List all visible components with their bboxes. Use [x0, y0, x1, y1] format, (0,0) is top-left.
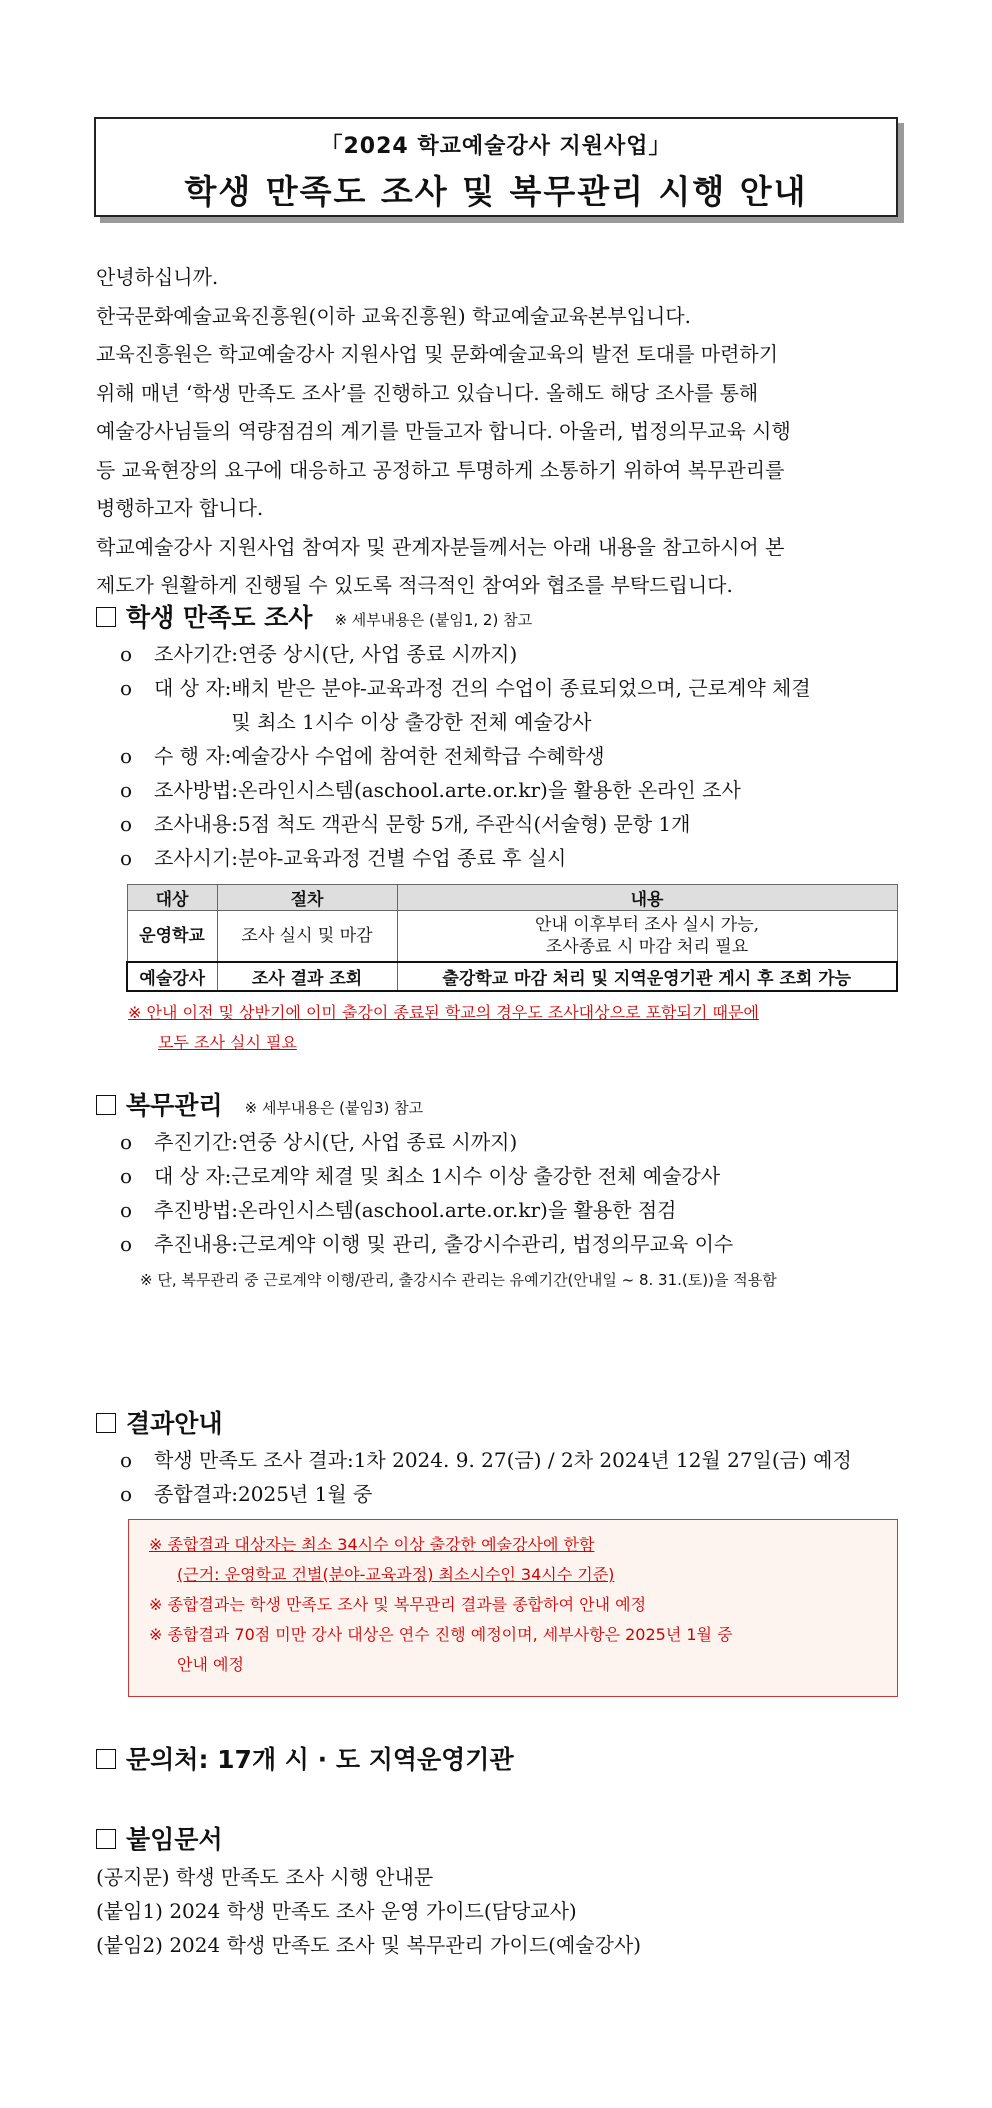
checkbox-square-icon — [96, 1829, 116, 1849]
intro-paragraph — [96, 258, 904, 605]
checkbox-square-icon — [96, 607, 116, 627]
section-result-heading — [96, 1404, 223, 1440]
checkbox-square-icon — [96, 1413, 116, 1433]
notice-line: ※ 종합결과 70점 미만 강사 대상은 연수 진행 예정이며, 세부사항은 2025년 1월 중 — [149, 1625, 733, 1644]
list-item: o 수 행 자: 예술강사 수업에 참여한 전체학급 수혜학생 — [120, 739, 811, 773]
checkbox-square-icon — [96, 1095, 116, 1115]
intro-line: 제도가 원활하게 진행될 수 있도록 적극적인 참여와 협조를 부탁드립니다. — [96, 573, 733, 597]
section-title: 문의처: 17개 시 · 도 지역운영기관 — [126, 1745, 514, 1774]
checkbox-square-icon — [96, 1749, 116, 1769]
bullet-circle-icon: o — [120, 846, 133, 870]
section-reference: ※ 세부내용은 (붙임3) 참고 — [244, 1098, 424, 1117]
result-notice-box — [128, 1519, 898, 1697]
title-box — [94, 117, 898, 217]
attachment-item: (붙임1) 2024 학생 만족도 조사 운영 가이드(담당교사) — [96, 1899, 577, 1923]
attachment-item: (공지문) 학생 만족도 조사 시행 안내문 — [96, 1865, 434, 1889]
survey-warning-note: ※ 안내 이전 및 상반기에 이미 출강이 종료된 학교의 경우도 조사대상으로 포함되기 때문에 모두 조사 실시 필요 — [128, 1003, 759, 1052]
survey-procedure-table — [126, 884, 898, 992]
list-item: o 종합결과: 2025년 1월 중 — [120, 1477, 852, 1511]
table-header-cell: 대상 — [127, 885, 217, 911]
list-item: o 조사시기: 분야-교육과정 건별 수업 종료 후 실시 — [120, 841, 811, 875]
notice-line: ※ 종합결과는 학생 만족도 조사 및 복무관리 결과를 종합하여 안내 예정 — [149, 1595, 647, 1614]
section-reference: ※ 세부내용은 (붙임1, 2) 참고 — [334, 610, 533, 629]
document-subtitle: 「2024 학교예술강사 지원사업」 — [320, 134, 672, 159]
duty-note: ※ 단, 복무관리 중 근로계약 이행/관리, 출강시수 관리는 유예기간(안내일 ~ 8. 31.(토))을 적용함 — [140, 1271, 777, 1289]
table-header-row — [127, 885, 897, 911]
section-contact-heading — [96, 1740, 514, 1776]
table-header-cell: 절차 — [217, 885, 397, 911]
bullet-circle-icon: o — [120, 1448, 133, 1472]
intro-line: 한국문화예술교육진흥원(이하 교육진흥원) 학교예술교육본부입니다. — [96, 303, 691, 328]
table-row — [127, 911, 897, 962]
table-cell: 출강학교 마감 처리 및 지역운영기관 게시 후 조회 가능 — [397, 962, 897, 991]
table-cell: 예술강사 — [127, 962, 217, 991]
section-survey-heading — [96, 598, 532, 634]
table-cell: 조사 실시 및 마감 — [217, 911, 397, 962]
bullet-circle-icon: o — [120, 1482, 133, 1506]
list-item: o 추진내용: 근로계약 이행 및 관리, 출강시수관리, 법정의무교육 이수 — [120, 1227, 777, 1261]
list-item: o 대 상 자: 배치 받은 분야-교육과정 건의 수업이 종료되었으며, 근로계약 체결 및 최소 1시수 이상 출강한 전체 예술강사 — [120, 671, 811, 739]
list-item: o 조사방법: 온라인시스템(aschool.arte.or.kr)을 활용한 온라인 조사 — [120, 773, 811, 807]
notice-line: ※ 종합결과 대상자는 최소 34시수 이상 출강한 예술강사에 한함 — [149, 1535, 595, 1554]
result-bullet-list — [120, 1443, 852, 1511]
section-attachments-heading — [96, 1820, 223, 1856]
notice-line: (근거: 운영학교 건별(분야-교육과정) 최소시수인 34시수 기준) — [177, 1565, 615, 1584]
intro-line: 예술강사님들의 역량점검의 계기를 만들고자 합니다. 아울러, 법정의무교육 시행 — [96, 419, 791, 443]
section-title: 결과안내 — [126, 1409, 223, 1438]
intro-line: 병행하고자 합니다. — [96, 496, 264, 520]
intro-line: 위해 매년 ‘학생 만족도 조사’를 진행하고 있습니다. 올해도 해당 조사를 통해 — [96, 380, 759, 405]
attachment-list — [96, 1860, 641, 1962]
list-item: o 조사기간: 연중 상시(단, 사업 종료 시까지) — [120, 637, 811, 671]
bullet-circle-icon: o — [120, 1164, 133, 1188]
section-title: 붙임문서 — [126, 1825, 223, 1854]
list-item: o 추진기간: 연중 상시(단, 사업 종료 시까지) — [120, 1125, 777, 1159]
table-header-cell: 내용 — [397, 885, 897, 911]
list-item: o 추진방법: 온라인시스템(aschool.arte.or.kr)을 활용한 점검 — [120, 1193, 777, 1227]
intro-line: 학교예술강사 지원사업 참여자 및 관계자분들께서는 아래 내용을 참고하시어 본 — [96, 534, 785, 559]
attachment-item: (붙임2) 2024 학생 만족도 조사 및 복무관리 가이드(예술강사) — [96, 1933, 642, 1957]
section-title: 복무관리 — [126, 1091, 223, 1120]
intro-line: 교육진흥원은 학교예술강사 지원사업 및 문화예술교육의 발전 토대를 마련하기 — [96, 342, 779, 366]
bullet-circle-icon: o — [120, 744, 133, 768]
table-row-highlighted — [127, 962, 897, 991]
table-cell: 운영학교 — [127, 911, 217, 962]
intro-line: 안녕하십니까. — [96, 265, 219, 289]
bullet-circle-icon: o — [120, 1130, 133, 1154]
table-cell: 안내 이후부터 조사 실시 가능, 조사종료 시 마감 처리 필요 — [397, 911, 897, 962]
intro-line: 등 교육현장의 요구에 대응하고 공정하고 투명하게 소통하기 위하여 복무관리를 — [96, 457, 785, 482]
list-item: o 대 상 자: 근로계약 체결 및 최소 1시수 이상 출강한 전체 예술강사 — [120, 1159, 777, 1193]
bullet-circle-icon: o — [120, 642, 133, 666]
duty-bullet-list — [120, 1125, 777, 1297]
bullet-circle-icon: o — [120, 812, 133, 836]
bullet-circle-icon: o — [120, 1198, 133, 1222]
document-title: 학생 만족도 조사 및 복무관리 시행 안내 — [184, 172, 808, 211]
section-duty-heading — [96, 1086, 423, 1122]
bullet-circle-icon: o — [120, 778, 133, 802]
notice-line: 안내 예정 — [177, 1655, 244, 1674]
section-title: 학생 만족도 조사 — [126, 603, 313, 632]
table-cell: 조사 결과 조회 — [217, 962, 397, 991]
list-item: o 조사내용: 5점 척도 객관식 문항 5개, 주관식(서술형) 문항 1개 — [120, 807, 811, 841]
bullet-circle-icon: o — [120, 1232, 133, 1256]
survey-bullet-list — [120, 637, 811, 875]
bullet-circle-icon: o — [120, 676, 133, 700]
list-item: o 학생 만족도 조사 결과: 1차 2024. 9. 27(금) / 2차 2024년 12월 27일(금) 예정 — [120, 1443, 852, 1477]
